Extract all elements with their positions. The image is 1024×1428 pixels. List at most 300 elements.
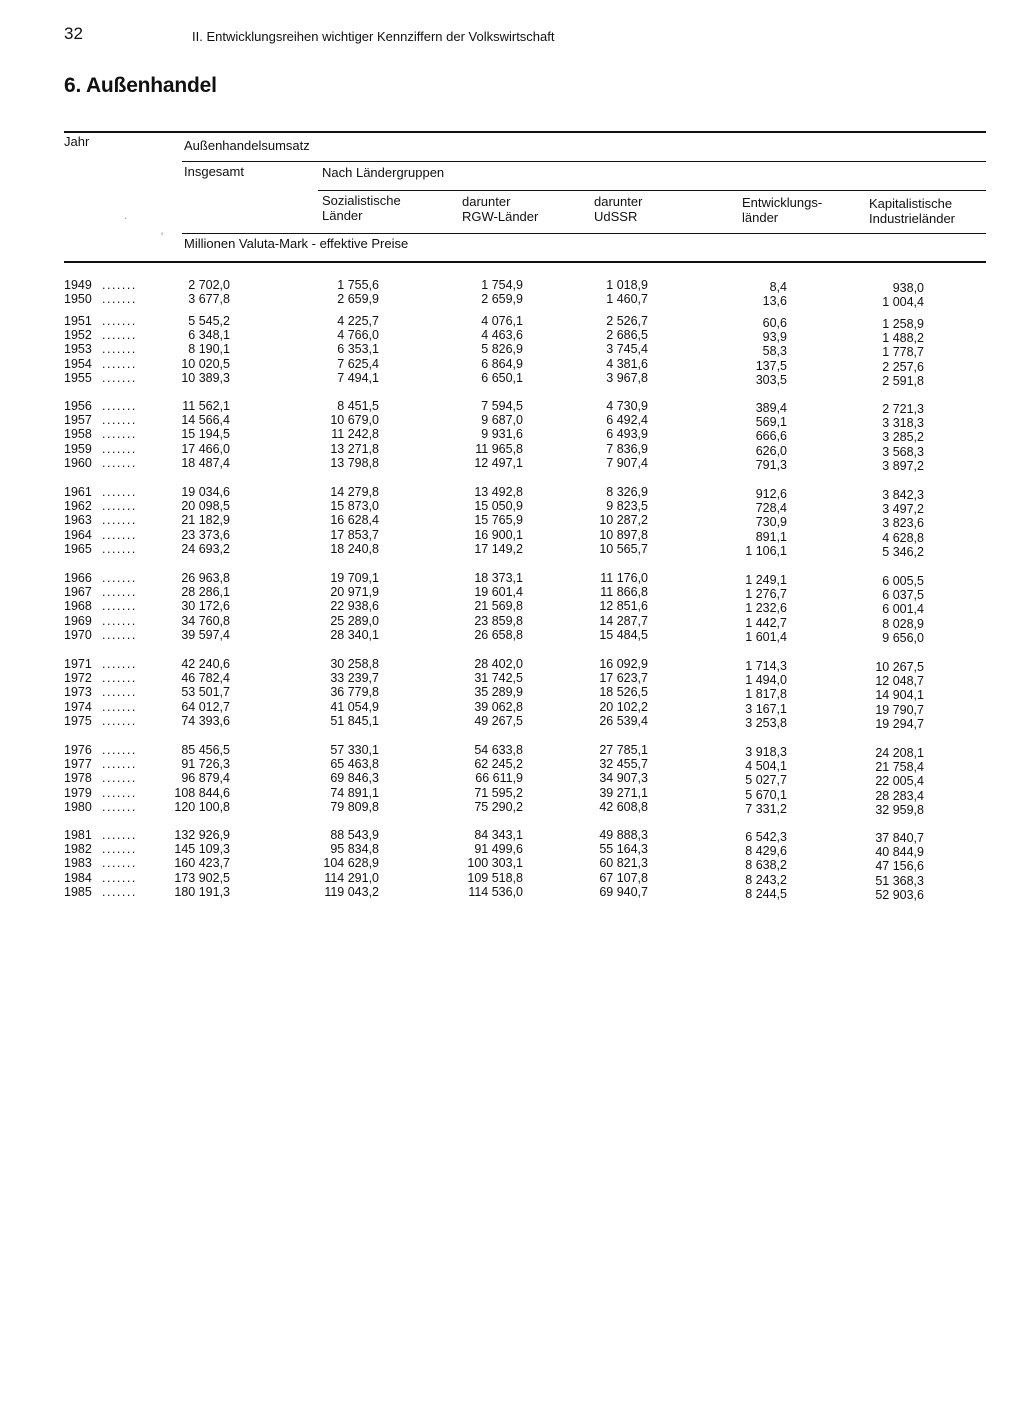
cell-udssr: 32 455,7 bbox=[599, 757, 648, 772]
cell-kapitalistische: 4 628,8 bbox=[882, 530, 924, 545]
cell-rgw: 17 149,2 bbox=[474, 541, 523, 556]
header-by-country-groups: Nach Ländergruppen bbox=[322, 165, 445, 180]
table-row bbox=[0, 541, 1024, 559]
row-leader-dots: ....... bbox=[102, 370, 137, 385]
cell-udssr: 6 492,4 bbox=[606, 413, 648, 428]
cell-year: 1973 bbox=[64, 685, 92, 700]
cell-sozialistische: 79 809,8 bbox=[330, 799, 379, 814]
cell-sozialistische: 8 451,5 bbox=[337, 399, 379, 413]
cell-entwicklung: 891,1 bbox=[755, 529, 787, 544]
header-udssr-line1: darunter bbox=[594, 194, 643, 209]
header-rgw-line2: RGW-Länder bbox=[462, 209, 539, 224]
table-row bbox=[0, 627, 1024, 645]
header-entwicklung-line2: länder bbox=[742, 210, 779, 225]
cell-year: 1969 bbox=[64, 613, 92, 628]
cell-total: 10 389,3 bbox=[181, 370, 230, 385]
cell-total: 20 098,5 bbox=[181, 499, 230, 514]
row-leader-dots: ....... bbox=[102, 413, 137, 428]
row-leader-dots: ....... bbox=[102, 527, 137, 542]
cell-entwicklung: 1 249,1 bbox=[745, 573, 787, 587]
cell-udssr: 26 539,4 bbox=[599, 713, 648, 728]
cell-entwicklung: 666,6 bbox=[755, 429, 787, 444]
cell-sozialistische: 4 225,7 bbox=[337, 314, 379, 328]
cell-rgw: 18 373,1 bbox=[474, 571, 523, 585]
cell-kapitalistische: 10 267,5 bbox=[875, 660, 924, 674]
cell-year: 1965 bbox=[64, 541, 92, 556]
cell-rgw: 62 245,2 bbox=[474, 757, 523, 772]
cell-total: 11 562,1 bbox=[182, 399, 230, 413]
cell-sozialistische: 7 494,1 bbox=[337, 370, 379, 385]
cell-rgw: 28 402,0 bbox=[474, 657, 523, 671]
cell-sozialistische: 65 463,8 bbox=[330, 757, 379, 772]
scan-mark: ' bbox=[161, 230, 164, 244]
row-leader-dots: ....... bbox=[102, 541, 137, 556]
cell-udssr: 17 623,7 bbox=[599, 671, 648, 686]
cell-entwicklung: 7 331,2 bbox=[745, 801, 787, 816]
cell-sozialistische: 14 279,8 bbox=[330, 485, 379, 499]
cell-kapitalistische: 52 903,6 bbox=[875, 887, 924, 902]
cell-udssr: 1 018,9 bbox=[606, 278, 648, 292]
cell-sozialistische: 25 289,0 bbox=[330, 613, 379, 628]
table-row bbox=[0, 713, 1024, 731]
table-row bbox=[0, 599, 1024, 617]
row-leader-dots: ....... bbox=[102, 328, 137, 343]
cell-rgw: 21 569,8 bbox=[474, 599, 523, 614]
cell-kapitalistische: 9 656,0 bbox=[882, 630, 924, 645]
cell-sozialistische: 13 798,8 bbox=[330, 455, 379, 470]
table-row bbox=[0, 292, 1024, 310]
table-row bbox=[0, 370, 1024, 388]
cell-entwicklung: 8 244,5 bbox=[745, 886, 787, 901]
table-row bbox=[0, 413, 1024, 431]
cell-kapitalistische: 14 904,1 bbox=[875, 688, 924, 703]
table-row bbox=[0, 799, 1024, 817]
cell-rgw: 91 499,6 bbox=[474, 842, 523, 857]
table-row bbox=[0, 314, 1024, 331]
table-row bbox=[0, 499, 1024, 517]
table-row bbox=[0, 455, 1024, 473]
row-leader-dots: ....... bbox=[102, 685, 137, 700]
cell-entwicklung: 1 106,1 bbox=[745, 543, 787, 558]
cell-year: 1960 bbox=[64, 455, 92, 470]
cell-udssr: 15 484,5 bbox=[599, 627, 648, 642]
table-row bbox=[0, 485, 1024, 502]
header-total: Insgesamt bbox=[184, 164, 244, 179]
row-leader-dots: ....... bbox=[102, 856, 137, 871]
cell-total: 34 760,8 bbox=[181, 613, 230, 628]
row-leader-dots: ....... bbox=[102, 585, 137, 600]
cell-total: 28 286,1 bbox=[181, 585, 230, 600]
cell-total: 8 190,1 bbox=[188, 342, 230, 357]
header-group: Außenhandelsumsatz bbox=[184, 138, 310, 153]
cell-kapitalistische: 47 156,6 bbox=[875, 859, 924, 874]
cell-sozialistische: 33 239,7 bbox=[330, 671, 379, 686]
cell-udssr: 12 851,6 bbox=[599, 599, 648, 614]
cell-rgw: 11 965,8 bbox=[475, 441, 523, 456]
cell-rgw: 13 492,8 bbox=[474, 485, 523, 499]
row-leader-dots: ....... bbox=[102, 571, 137, 585]
row-leader-dots: ....... bbox=[102, 870, 137, 885]
cell-total: 53 501,7 bbox=[181, 685, 230, 700]
cell-year: 1955 bbox=[64, 370, 92, 385]
cell-entwicklung: 1 232,6 bbox=[745, 601, 787, 616]
table-row bbox=[0, 441, 1024, 459]
row-leader-dots: ....... bbox=[102, 743, 137, 757]
row-leader-dots: ....... bbox=[102, 499, 137, 514]
cell-entwicklung: 569,1 bbox=[755, 415, 787, 430]
cell-year: 1978 bbox=[64, 771, 92, 786]
cell-year: 1952 bbox=[64, 328, 92, 343]
cell-sozialistische: 28 340,1 bbox=[330, 627, 379, 642]
cell-udssr: 42 608,8 bbox=[599, 799, 648, 814]
table-top-rule bbox=[64, 131, 986, 133]
cell-rgw: 1 754,9 bbox=[481, 278, 523, 292]
table-row bbox=[0, 757, 1024, 775]
cell-rgw: 114 536,0 bbox=[468, 884, 523, 899]
cell-total: 85 456,5 bbox=[181, 743, 230, 757]
cell-entwicklung: 8 638,2 bbox=[745, 858, 787, 873]
cell-udssr: 55 164,3 bbox=[599, 842, 648, 857]
table-row bbox=[0, 427, 1024, 445]
cell-year: 1963 bbox=[64, 513, 92, 528]
cell-sozialistische: 1 755,6 bbox=[337, 278, 379, 292]
cell-sozialistische: 41 054,9 bbox=[330, 699, 379, 714]
cell-rgw: 23 859,8 bbox=[474, 613, 523, 628]
cell-entwicklung: 6 542,3 bbox=[745, 830, 787, 844]
cell-total: 10 020,5 bbox=[181, 356, 230, 371]
cell-kapitalistische: 6 005,5 bbox=[882, 574, 924, 588]
cell-total: 14 566,4 bbox=[181, 413, 230, 428]
row-leader-dots: ....... bbox=[102, 342, 137, 357]
cell-kapitalistische: 2 591,8 bbox=[882, 373, 924, 388]
cell-kapitalistische: 37 840,7 bbox=[875, 831, 924, 845]
cell-udssr: 14 287,7 bbox=[599, 613, 648, 628]
table-row bbox=[0, 771, 1024, 789]
row-leader-dots: ....... bbox=[102, 513, 137, 528]
header-udssr-line2: UdSSR bbox=[594, 209, 638, 224]
cell-kapitalistische: 6 001,4 bbox=[882, 602, 924, 617]
cell-entwicklung: 791,3 bbox=[755, 457, 787, 472]
cell-kapitalistische: 1 004,4 bbox=[882, 295, 924, 310]
cell-total: 18 487,4 bbox=[181, 455, 230, 470]
cell-entwicklung: 8 243,2 bbox=[745, 872, 787, 887]
row-leader-dots: ....... bbox=[102, 485, 137, 499]
cell-kapitalistische: 3 497,2 bbox=[882, 502, 924, 517]
cell-entwicklung: 4 504,1 bbox=[745, 759, 787, 774]
cell-entwicklung: 5 670,1 bbox=[745, 787, 787, 802]
cell-year: 1980 bbox=[64, 799, 92, 814]
cell-year: 1964 bbox=[64, 527, 92, 542]
cell-year: 1966 bbox=[64, 571, 92, 585]
cell-year: 1974 bbox=[64, 699, 92, 714]
table-row bbox=[0, 828, 1024, 845]
row-leader-dots: ....... bbox=[102, 785, 137, 800]
header-bottom-rule bbox=[64, 261, 986, 263]
cell-udssr: 11 866,8 bbox=[600, 585, 648, 600]
cell-entwicklung: 728,4 bbox=[755, 501, 787, 516]
cell-kapitalistische: 28 283,4 bbox=[875, 788, 924, 803]
cell-udssr: 10 287,2 bbox=[599, 513, 648, 528]
row-leader-dots: ....... bbox=[102, 842, 137, 857]
table-row bbox=[0, 785, 1024, 803]
table-row bbox=[0, 685, 1024, 703]
cell-year: 1951 bbox=[64, 314, 92, 328]
row-leader-dots: ....... bbox=[102, 657, 137, 671]
row-leader-dots: ....... bbox=[102, 427, 137, 442]
cell-sozialistische: 17 853,7 bbox=[330, 527, 379, 542]
cell-entwicklung: 5 027,7 bbox=[745, 773, 787, 788]
cell-total: 26 963,8 bbox=[181, 571, 230, 585]
row-leader-dots: ....... bbox=[102, 441, 137, 456]
cell-udssr: 8 326,9 bbox=[606, 485, 648, 499]
cell-kapitalistische: 40 844,9 bbox=[875, 845, 924, 860]
cell-year: 1982 bbox=[64, 842, 92, 857]
header-sozialistische-line1: Sozialistische bbox=[322, 193, 401, 208]
cell-entwicklung: 389,4 bbox=[755, 401, 787, 415]
cell-kapitalistische: 5 346,2 bbox=[882, 544, 924, 559]
cell-kapitalistische: 3 897,2 bbox=[882, 458, 924, 473]
cell-sozialistische: 51 845,1 bbox=[330, 713, 379, 728]
cell-year: 1977 bbox=[64, 757, 92, 772]
cell-year: 1949 bbox=[64, 278, 92, 292]
cell-rgw: 31 742,5 bbox=[474, 671, 523, 686]
cell-entwicklung: 1 276,7 bbox=[745, 587, 787, 602]
cell-udssr: 16 092,9 bbox=[599, 657, 648, 671]
table-row bbox=[0, 657, 1024, 674]
cell-kapitalistische: 22 005,4 bbox=[875, 774, 924, 789]
cell-udssr: 3 745,4 bbox=[606, 342, 648, 357]
row-leader-dots: ....... bbox=[102, 399, 137, 413]
cell-kapitalistische: 3 318,3 bbox=[882, 416, 924, 431]
row-leader-dots: ....... bbox=[102, 627, 137, 642]
cell-year: 1968 bbox=[64, 599, 92, 614]
cell-sozialistische: 2 659,9 bbox=[337, 292, 379, 307]
cell-rgw: 6 864,9 bbox=[481, 356, 523, 371]
cell-entwicklung: 13,6 bbox=[762, 294, 787, 309]
cell-rgw: 54 633,8 bbox=[474, 743, 523, 757]
cell-kapitalistische: 21 758,4 bbox=[875, 760, 924, 775]
table-row bbox=[0, 856, 1024, 874]
cell-entwicklung: 8,4 bbox=[769, 280, 787, 294]
cell-rgw: 75 290,2 bbox=[474, 799, 523, 814]
cell-sozialistische: 15 873,0 bbox=[330, 499, 379, 514]
cell-year: 1950 bbox=[64, 292, 92, 307]
cell-sozialistische: 7 625,4 bbox=[337, 356, 379, 371]
cell-rgw: 6 650,1 bbox=[481, 370, 523, 385]
cell-kapitalistische: 51 368,3 bbox=[875, 873, 924, 888]
header-year: Jahr bbox=[64, 134, 90, 149]
cell-udssr: 39 271,1 bbox=[599, 785, 648, 800]
page-number: 32 bbox=[64, 24, 83, 43]
cell-sozialistische: 30 258,8 bbox=[330, 657, 379, 671]
header-rgw bbox=[462, 194, 538, 224]
cell-udssr: 9 823,5 bbox=[606, 499, 648, 514]
cell-kapitalistische: 1 488,2 bbox=[882, 331, 924, 346]
cell-entwicklung: 93,9 bbox=[762, 330, 787, 345]
cell-total: 5 545,2 bbox=[188, 314, 230, 328]
cell-udssr: 49 888,3 bbox=[599, 828, 648, 842]
table-row bbox=[0, 527, 1024, 545]
cell-year: 1972 bbox=[64, 671, 92, 686]
section-title: 6. Außenhandel bbox=[64, 74, 217, 97]
table-row bbox=[0, 699, 1024, 717]
cell-sozialistische: 10 679,0 bbox=[330, 413, 379, 428]
cell-year: 1971 bbox=[64, 657, 92, 671]
cell-total: 42 240,6 bbox=[181, 657, 230, 671]
cell-rgw: 5 826,9 bbox=[481, 342, 523, 357]
cell-rgw: 7 594,5 bbox=[481, 399, 523, 413]
cell-sozialistische: 4 766,0 bbox=[337, 328, 379, 343]
cell-year: 1983 bbox=[64, 856, 92, 871]
header-sozialistische-line2: Länder bbox=[322, 208, 363, 223]
cell-rgw: 15 050,9 bbox=[474, 499, 523, 514]
cell-sozialistische: 69 846,3 bbox=[330, 771, 379, 786]
cell-entwicklung: 1 494,0 bbox=[745, 673, 787, 688]
cell-total: 64 012,7 bbox=[181, 699, 230, 714]
cell-total: 21 182,9 bbox=[181, 513, 230, 528]
cell-total: 180 191,3 bbox=[174, 884, 230, 899]
cell-sozialistische: 74 891,1 bbox=[330, 785, 379, 800]
row-leader-dots: ....... bbox=[102, 278, 137, 292]
cell-entwicklung: 8 429,6 bbox=[745, 844, 787, 859]
cell-kapitalistische: 6 037,5 bbox=[882, 588, 924, 603]
cell-sozialistische: 36 779,8 bbox=[330, 685, 379, 700]
cell-udssr: 18 526,5 bbox=[599, 685, 648, 700]
cell-udssr: 34 907,3 bbox=[599, 771, 648, 786]
table-row bbox=[0, 613, 1024, 631]
cell-kapitalistische: 3 823,6 bbox=[882, 516, 924, 531]
cell-udssr: 2 526,7 bbox=[606, 314, 648, 328]
cell-year: 1976 bbox=[64, 743, 92, 757]
cell-sozialistische: 16 628,4 bbox=[330, 513, 379, 528]
cell-rgw: 100 303,1 bbox=[467, 856, 523, 871]
cell-udssr: 20 102,2 bbox=[599, 699, 648, 714]
table-row bbox=[0, 585, 1024, 603]
row-leader-dots: ....... bbox=[102, 671, 137, 686]
cell-rgw: 39 062,8 bbox=[474, 699, 523, 714]
cell-kapitalistische: 19 790,7 bbox=[875, 702, 924, 717]
cell-entwicklung: 730,9 bbox=[755, 515, 787, 530]
cell-rgw: 4 076,1 bbox=[481, 314, 523, 328]
cell-rgw: 15 765,9 bbox=[474, 513, 523, 528]
header-rgw-line1: darunter bbox=[462, 194, 511, 209]
row-leader-dots: ....... bbox=[102, 828, 137, 842]
cell-year: 1970 bbox=[64, 627, 92, 642]
cell-total: 120 100,8 bbox=[174, 799, 230, 814]
cell-udssr: 10 565,7 bbox=[599, 541, 648, 556]
cell-entwicklung: 60,6 bbox=[762, 316, 787, 330]
cell-entwicklung: 912,6 bbox=[755, 487, 787, 501]
row-leader-dots: ....... bbox=[102, 713, 137, 728]
cell-total: 6 348,1 bbox=[188, 328, 230, 343]
table-row bbox=[0, 743, 1024, 760]
table-row bbox=[0, 278, 1024, 295]
cell-total: 39 597,4 bbox=[181, 627, 230, 642]
cell-kapitalistische: 1 258,9 bbox=[882, 317, 924, 331]
cell-year: 1984 bbox=[64, 870, 92, 885]
cell-udssr: 4 381,6 bbox=[606, 356, 648, 371]
row-leader-dots: ....... bbox=[102, 314, 137, 328]
cell-total: 173 902,5 bbox=[174, 870, 230, 885]
cell-kapitalistische: 3 568,3 bbox=[882, 444, 924, 459]
cell-year: 1956 bbox=[64, 399, 92, 413]
cell-rgw: 4 463,6 bbox=[481, 328, 523, 343]
cell-rgw: 84 343,1 bbox=[474, 828, 523, 842]
cell-year: 1958 bbox=[64, 427, 92, 442]
header-sozialistische bbox=[322, 193, 401, 223]
cell-kapitalistische: 32 959,8 bbox=[875, 802, 924, 817]
cell-rgw: 2 659,9 bbox=[481, 292, 523, 307]
row-leader-dots: ....... bbox=[102, 771, 137, 786]
cell-year: 1985 bbox=[64, 884, 92, 899]
header-unit: Millionen Valuta-Mark - effektive Preise bbox=[184, 236, 409, 251]
cell-year: 1961 bbox=[64, 485, 92, 499]
cell-total: 74 393,6 bbox=[181, 713, 230, 728]
row-leader-dots: ....... bbox=[102, 356, 137, 371]
cell-kapitalistische: 3 285,2 bbox=[882, 430, 924, 445]
cell-entwicklung: 1 714,3 bbox=[745, 659, 787, 673]
cell-sozialistische: 18 240,8 bbox=[330, 541, 379, 556]
row-leader-dots: ....... bbox=[102, 599, 137, 614]
cell-year: 1979 bbox=[64, 785, 92, 800]
cell-entwicklung: 1 817,8 bbox=[745, 687, 787, 702]
cell-year: 1975 bbox=[64, 713, 92, 728]
table-row bbox=[0, 328, 1024, 346]
cell-rgw: 66 611,9 bbox=[475, 771, 523, 786]
table-row bbox=[0, 571, 1024, 588]
cell-sozialistische: 13 271,8 bbox=[330, 441, 379, 456]
header-udssr bbox=[594, 194, 642, 224]
cell-udssr: 4 730,9 bbox=[606, 399, 648, 413]
cell-year: 1954 bbox=[64, 356, 92, 371]
row-leader-dots: ....... bbox=[102, 613, 137, 628]
cell-year: 1953 bbox=[64, 342, 92, 357]
cell-rgw: 35 289,9 bbox=[474, 685, 523, 700]
cell-entwicklung: 58,3 bbox=[762, 344, 787, 359]
cell-udssr: 3 967,8 bbox=[606, 370, 648, 385]
cell-total: 160 423,7 bbox=[174, 856, 230, 871]
cell-entwicklung: 303,5 bbox=[755, 372, 787, 387]
cell-year: 1962 bbox=[64, 499, 92, 514]
cell-udssr: 1 460,7 bbox=[606, 292, 648, 307]
cell-sozialistische: 119 043,2 bbox=[324, 884, 379, 899]
cell-kapitalistische: 1 778,7 bbox=[882, 345, 924, 360]
cell-sozialistische: 104 628,9 bbox=[323, 856, 379, 871]
cell-entwicklung: 137,5 bbox=[755, 358, 787, 373]
cell-kapitalistische: 8 028,9 bbox=[882, 616, 924, 631]
cell-rgw: 109 518,8 bbox=[467, 870, 523, 885]
cell-total: 23 373,6 bbox=[181, 527, 230, 542]
cell-sozialistische: 11 242,8 bbox=[331, 427, 379, 442]
row-leader-dots: ....... bbox=[102, 292, 137, 307]
cell-sozialistische: 6 353,1 bbox=[337, 342, 379, 357]
cell-sozialistische: 20 971,9 bbox=[330, 585, 379, 600]
table-row bbox=[0, 356, 1024, 374]
cell-entwicklung: 3 253,8 bbox=[745, 715, 787, 730]
cell-udssr: 67 107,8 bbox=[599, 870, 648, 885]
cell-total: 46 782,4 bbox=[181, 671, 230, 686]
header-rule-groups bbox=[318, 190, 986, 191]
row-leader-dots: ....... bbox=[102, 799, 137, 814]
cell-udssr: 6 493,9 bbox=[606, 427, 648, 442]
cell-kapitalistische: 19 294,7 bbox=[875, 716, 924, 731]
table-row bbox=[0, 884, 1024, 902]
table-row bbox=[0, 513, 1024, 531]
header-rule-unit bbox=[182, 233, 986, 234]
cell-rgw: 9 931,6 bbox=[481, 427, 523, 442]
cell-total: 91 726,3 bbox=[181, 757, 230, 772]
cell-total: 2 702,0 bbox=[188, 278, 230, 292]
